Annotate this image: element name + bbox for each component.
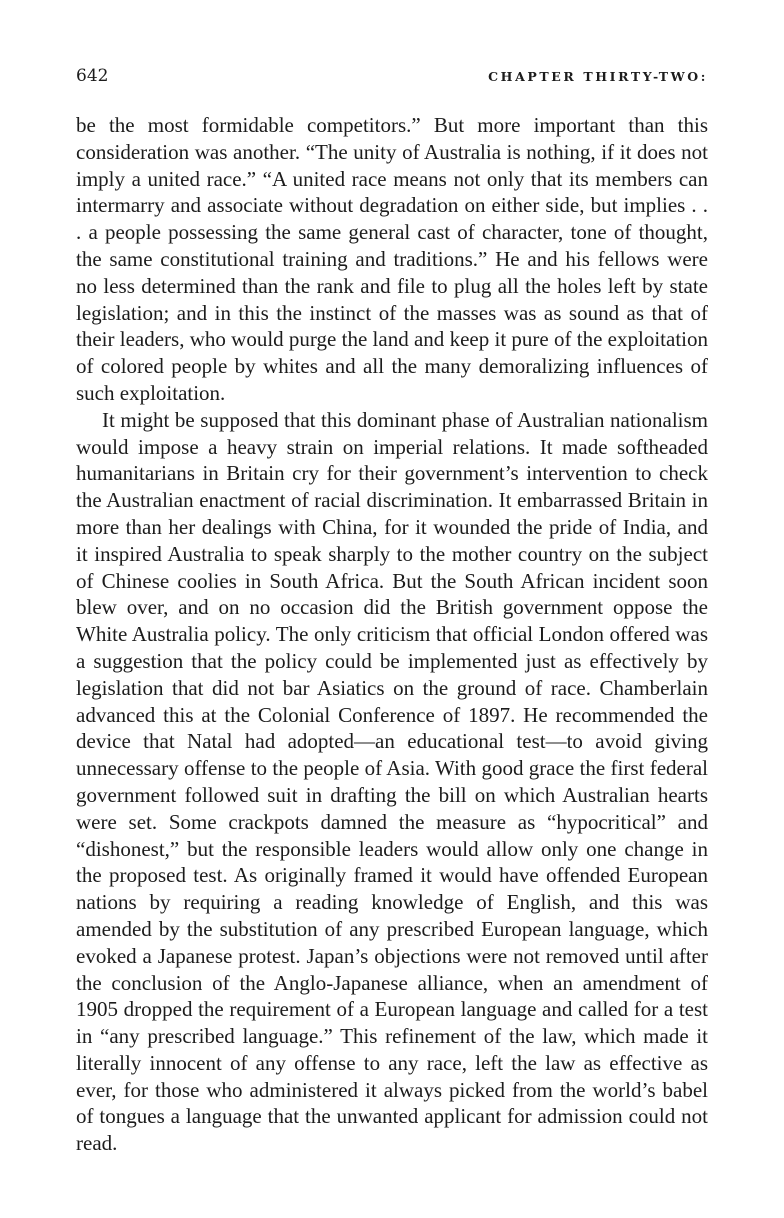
- running-header: [76, 66, 708, 96]
- paragraph-continuation: be the most formidable competitors.” But more important than this consideration was another. “The unity of Australia is nothing, if it does not imply a united race.” “A united race means not only that its members can intermarry and associate without degradation on either side, but implies . . . a people possessing the same general cast of character, tone of thought, the same constitutional training and traditions.” He and his fellows were no less determined than the rank and file to plug all the holes left by state legislation; and in this the instinct of the masses was as sound as that of their leaders, who would purge the land and keep it pure of the exploitation of colored people by whites and all the many demoralizing influences of such exploitation.: [76, 113, 708, 405]
- chapter-title: CHAPTER THIRTY-TWO:: [488, 69, 708, 84]
- book-page: [76, 66, 708, 1157]
- body-text: [76, 112, 708, 1157]
- paragraph: It might be supposed that this dominant phase of Australian nationalism would impose a heavy strain on imperial relations. It made softheaded humanitarians in Britain cry for their government’s intervention to check the Australian enactment of racial discrimination. It embarrassed Britain in more than her dealings with China, for it wounded the pride of India, and it inspired Australia to speak sharply to the mother country on the subject of Chinese coolies in South Africa. But the South African incident soon blew over, and on no occasion did the British government oppose the White Australia policy. The only criticism that official London offered was a suggestion that the policy could be implemented just as effectively by legislation that did not bar Asiatics on the ground of race. Chamberlain advanced this at the Colonial Conference of 1897. He recommended the device that Natal had adopted—an educational test—to avoid giving unnecessary offense to the people of Asia. With good grace the first federal government followed suit in drafting the bill on which Australian hearts were set. Some crackpots damned the measure as “hypocritical” and “dishonest,” but the responsible leaders would allow only one change in the proposed test. As originally framed it would have offended European nations by requiring a reading knowledge of English, and this was amended by the substitution of any prescribed European language, which evoked a Japanese protest. Japan’s objections were not removed until after the conclusion of the Anglo-Japanese alliance, when an amendment of 1905 dropped the requirement of a European language and called for a test in “any prescribed language.” This refinement of the law, which made it literally innocent of any offense to any race, left the law as effective as ever, for those who administered it always picked from the world’s babel of tongues a language that the unwanted applicant for admission could not read.: [76, 407, 708, 1156]
- page-number: 642: [76, 66, 109, 86]
